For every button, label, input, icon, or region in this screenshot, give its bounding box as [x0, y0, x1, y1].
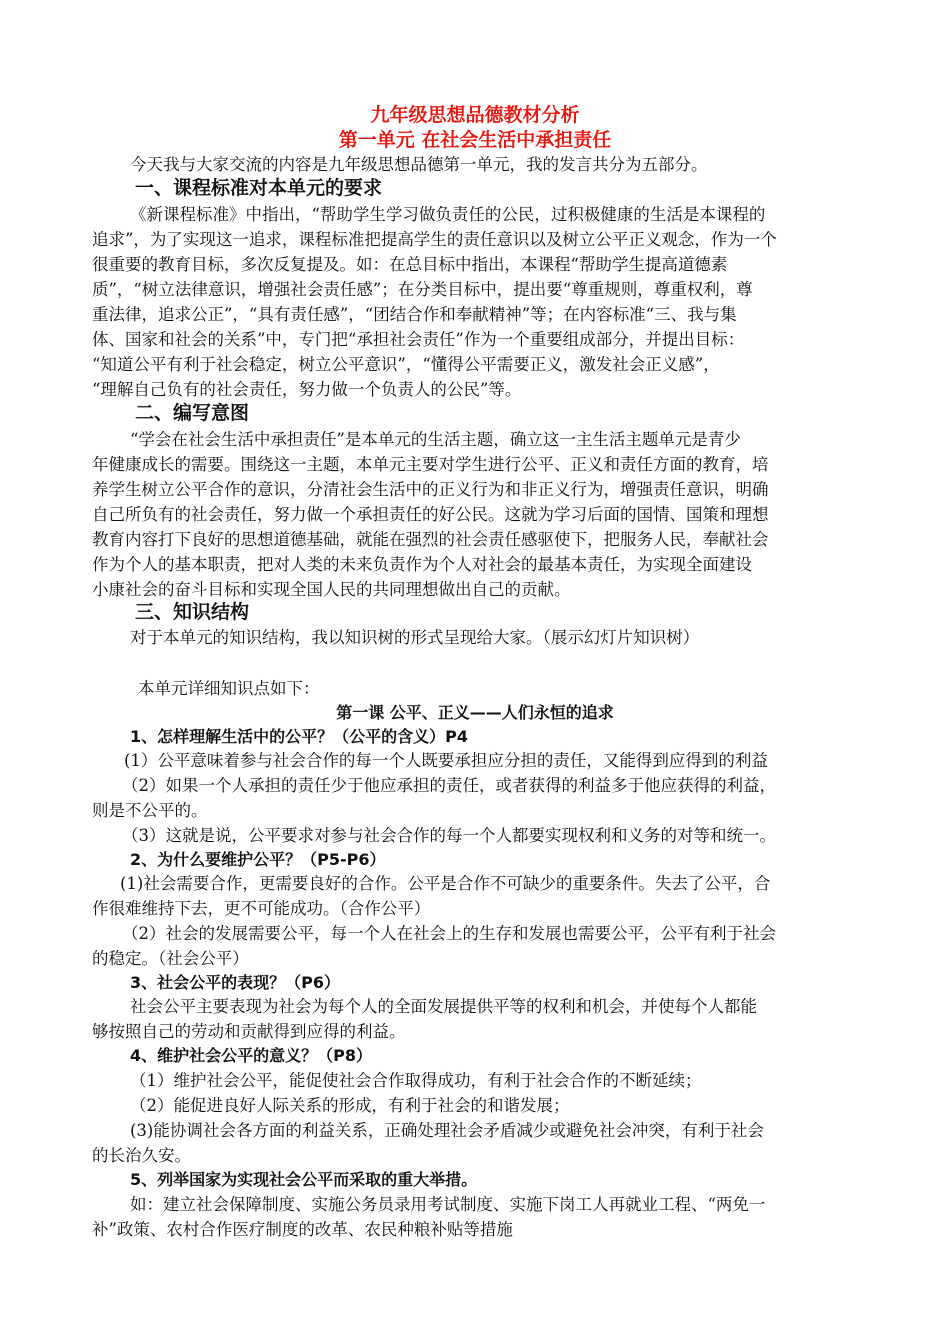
intro-paragraph: 今天我与大家交流的内容是九年级思想品德第一单元，我的发言共分为五部分。	[130, 155, 708, 174]
answer-line: （2）如果一个人承担的责任少于他应承担的责任，或者获得的利益多于他应获得的利益，	[122, 776, 776, 795]
answer-line: (3)能协调社会各方面的利益关系，正确处理社会矛盾减少或避免社会冲突，有利于社会	[130, 1121, 764, 1140]
answer-line: 的稳定。（社会公平）	[92, 949, 249, 968]
s2-line: 年健康成长的需要。围绕这一主题，本单元主要对学生进行公平、正义和责任方面的教育，培	[92, 455, 769, 474]
section-heading-1: 一、课程标准对本单元的要求	[135, 177, 383, 199]
s2-line: 教育内容打下良好的思想道德基础，就能在强烈的社会责任感驱使下，把服务人民，奉献社会	[92, 530, 769, 549]
s2-line: 自己所负有的社会责任，努力做一个承担责任的好公民。这就为学习后面的国情、国策和理想	[92, 505, 769, 524]
lesson-title: 第一课 公平、正义——人们永恒的追求	[336, 703, 614, 722]
s2-line: “学会在社会生活中承担责任”是本单元的生活主题，确立这一主生活主题单元是青少	[130, 430, 741, 449]
s1-line: 追求”，为了实现这一追求，课程标准把提高学生的责任意识以及树立公平正义观念，作为一个	[92, 230, 777, 249]
s2-line: 养学生树立公平合作的意识，分清社会生活中的正义行为和非正义行为，增强责任意识，明确	[92, 480, 769, 499]
detail-intro: 本单元详细知识点如下：	[138, 679, 320, 698]
question-3: 3、社会公平的表现？（P6）	[130, 973, 340, 992]
unit-title: 第一单元 在社会生活中承担责任	[338, 129, 612, 151]
answer-line: 的长治久安。	[92, 1146, 191, 1165]
question-2: 2、为什么要维护公平？（P5-P6）	[130, 850, 386, 869]
answer-line: （1）维护社会公平，能促使社会合作取得成功，有利于社会合作的不断延续；	[130, 1071, 702, 1090]
s1-line: “理解自己负有的社会责任，努力做一个负责人的公民”等。	[92, 380, 522, 399]
answer-line: （3）这就是说，公平要求对参与社会合作的每一个人都要实现权利和义务的对等和统一。	[122, 826, 776, 845]
s2-line: 作为个人的基本职责，把对人类的未来负责作为个人对社会的最基本责任，为实现全面建设	[92, 555, 752, 574]
question-5: 5、列举国家为实现社会公平而采取的重大举措。	[130, 1170, 478, 1189]
answer-line: 社会公平主要表现为社会为每个人的全面发展提供平等的权利和机会，并使每个人都能	[130, 997, 757, 1016]
section-heading-3: 三、知识结构	[135, 601, 250, 623]
s1-line: 重法律，追求公正”，“具有责任感”，“团结合作和奉献精神”等；在内容标准“三、我与集	[92, 305, 737, 324]
answer-line: 够按照自己的劳动和贡献得到应得的利益。	[92, 1022, 406, 1041]
section-heading-2: 二、编写意图	[135, 402, 250, 424]
answer-line: （2）能促进良好人际关系的形成，有利于社会的和谐发展；	[130, 1096, 570, 1115]
answer-line: (1）公平意味着参与社会合作的每一个人既要承担应分担的责任，又能得到应得到的利益	[124, 751, 768, 770]
answer-line: (1)社会需要合作，更需要良好的合作。公平是合作不可缺少的重要条件。失去了公平，合	[120, 874, 771, 893]
s1-line: “知道公平有利于社会稳定，树立公平意识”，“懂得公平需要正义，激发社会正义感”，	[92, 355, 720, 374]
answer-line: 作很难维持下去，更不可能成功。（合作公平）	[92, 899, 431, 918]
s1-line: 质”，“树立法律意识，增强社会责任感”；在分类目标中，提出要“尊重规则，尊重权利，尊	[92, 280, 753, 299]
answer-line: 则是不公平的。	[92, 801, 208, 820]
s3-line: 对于本单元的知识结构，我以知识树的形式呈现给大家。（展示幻灯片知识树）	[130, 628, 700, 647]
s2-line: 小康社会的奋斗目标和实现全国人民的共同理想做出自己的贡献。	[92, 580, 571, 599]
s1-line: 很重要的教育目标，多次反复提及。如：在总目标中指出，本课程“帮助学生提高道德素	[92, 255, 728, 274]
answer-line: 补”政策、农村合作医疗制度的改革、农民种粮补贴等措施	[92, 1220, 513, 1239]
answer-line: 如：建立社会保障制度、实施公务员录用考试制度、实施下岗工人再就业工程、“两免一	[130, 1195, 766, 1214]
question-4: 4、维护社会公平的意义？（P8）	[130, 1046, 372, 1065]
s1-line: 《新课程标准》中指出，“帮助学生学习做负责任的公民，过积极健康的生活是本课程的	[130, 205, 766, 224]
s1-line: 体、国家和社会的关系”中，专门把“承担社会责任”作为一个重要组成部分，并提出目标：	[92, 330, 745, 349]
document-title: 九年级思想品德教材分析	[370, 104, 580, 126]
answer-line: （2）社会的发展需要公平，每一个人在社会上的生存和发展也需要公平，公平有利于社会	[122, 924, 776, 943]
question-1: 1、怎样理解生活中的公平？（公平的含义）P4	[130, 727, 468, 746]
